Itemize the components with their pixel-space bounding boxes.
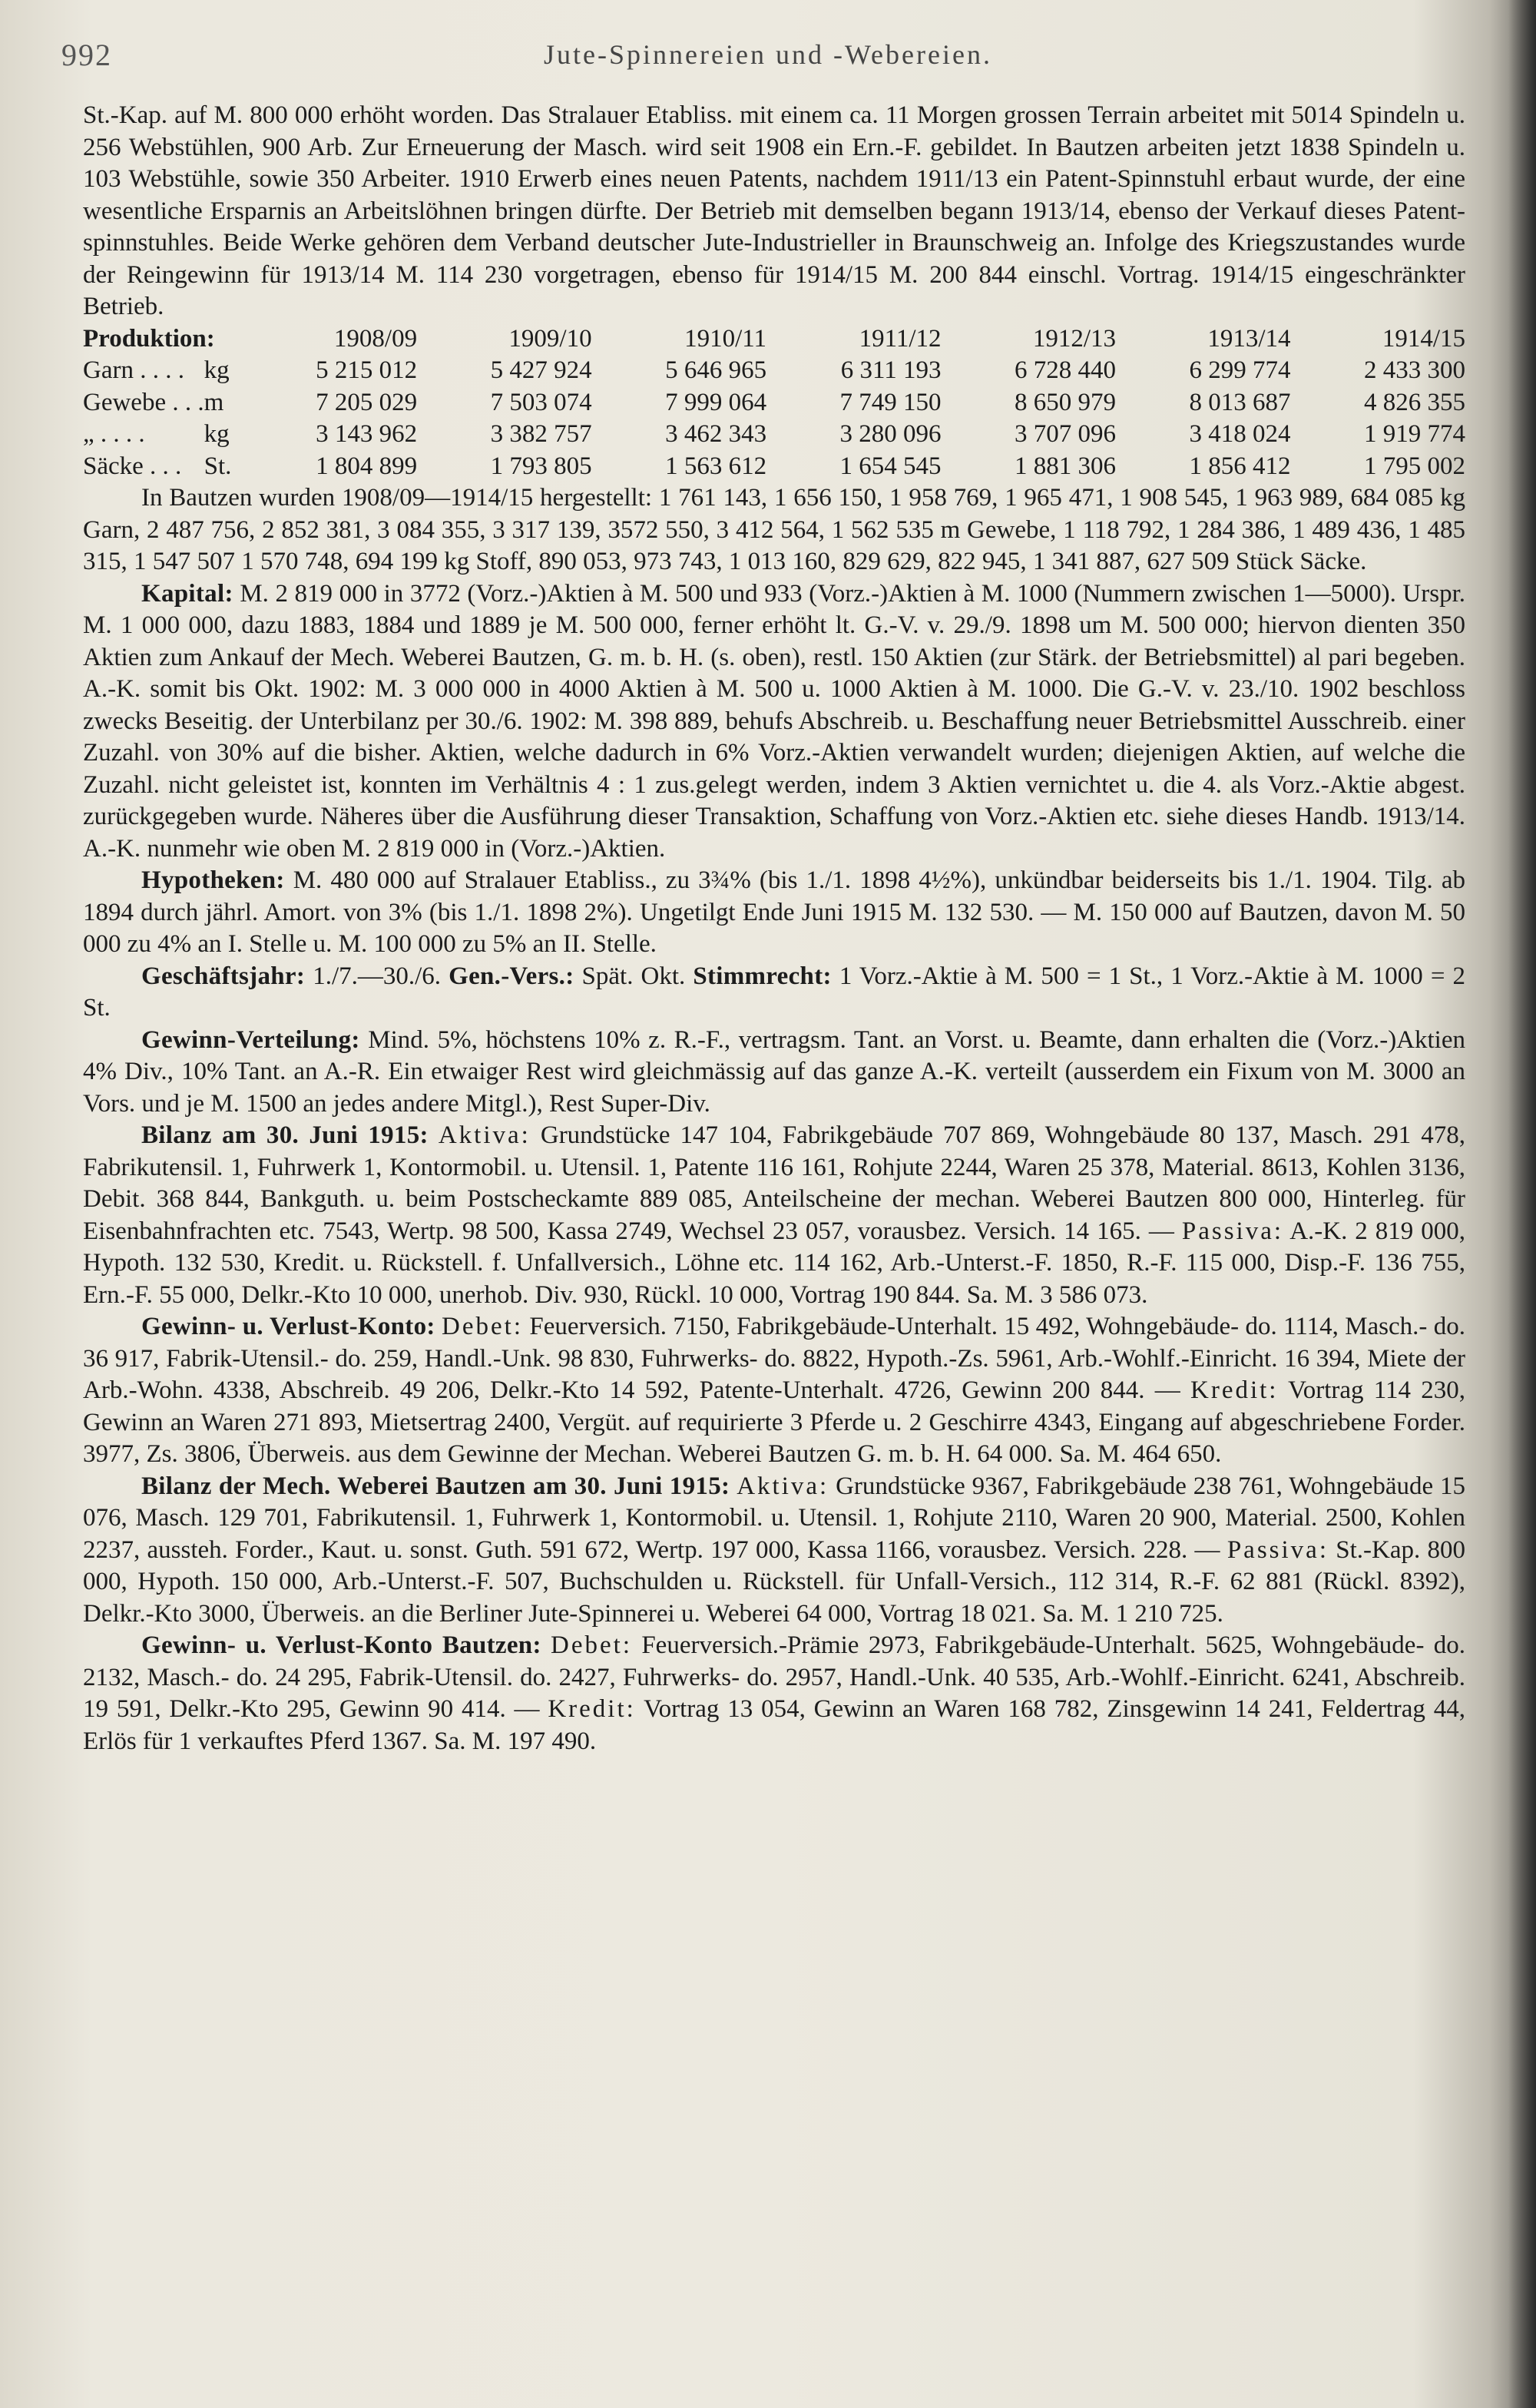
passiva-text: A.-K. 2 819 000, Hypoth. 132 530, Kredit. u. Rückstell. f. Unfallversich., Löhne etc. 114 162, Arb.-Unterst.-F. 1850, R.-F. 115 000, Disp.-F. 136 755, Ern.-F. 55 000, Delkr.-Kto 10 000, unerhob. Div. 930, Rückl. 10 000, Vortrag 190 844. Sa. M. 3 586 073.	[83, 1217, 1466, 1309]
table-cell: 3 382 757	[490, 420, 592, 448]
row-unit: kg	[204, 420, 230, 448]
bilanz-bautzen-paragraph	[83, 1471, 1465, 1631]
table-cell: 5 427 924	[490, 356, 592, 384]
table-cell: 6 299 774	[1189, 356, 1291, 384]
gen-vers-label: Gen.-Vers.:	[449, 962, 574, 990]
aktiva-text: Grundstücke 147 104, Fabrikgebäude 707 869, Wohngebäude 80 137, Masch. 291 478, Fabrikutensil. 1, Fuhrwerk 1, Kontormobil. u. Utensil. 1, Patente 116 161, Rohjute 2244, Waren 25 378, Material. 8613, Kohlen 3136, Debit. 368 844, Bankguth. u. beim Postscheckamte 889 085, Anteilscheine der mechan. Weberei Bautzen 800 000, Hinterleg. für Eisenbahnfrachten etc. 7543, Wertp. 98 500, Kassa 2749, Wechsel 23 057, vorausbez. Versich. 14 165. —	[83, 1121, 1466, 1245]
gewinnverteilung-label: Gewinn-Verteilung:	[141, 1025, 360, 1054]
kredit-label: Kredit:	[548, 1695, 636, 1723]
passiva-label: Passiva:	[1226, 1535, 1329, 1564]
table-cell: 3 418 024	[1189, 420, 1291, 448]
kapital-label: Kapital:	[141, 579, 233, 608]
passiva-text: St.-Kap. 800 000, Hypoth. 150 000, Arb.-Unterst.-F. 507, Buchschulden u. Rückstell. für Unfall-Versich., 112 314, R.-F. 62 881 (Rückl. 8392), Delkr.-Kto 3000, Überweis. an die Berliner Jute-Spinnerei u. Weberei 64 000, Vortrag 18 021. Sa. M. 1 210 725.	[83, 1535, 1466, 1628]
bilanz-paragraph	[83, 1120, 1465, 1311]
hypotheken-paragraph	[83, 865, 1465, 961]
row-unit: kg	[204, 356, 230, 384]
year-header: 1911/12	[859, 324, 942, 353]
row-unit: m	[204, 388, 224, 416]
gewinnverteilung-paragraph	[83, 1025, 1465, 1121]
table-cell: 1 919 774	[1364, 420, 1465, 448]
table-cell: 5 646 965	[665, 356, 767, 384]
bautzen-paragraph: In Bautzen wurden 1908/09—1914/15 hergestellt: 1 761 143, 1 656 150, 1 958 769, 1 965 471, 1 908 545, 1 963 989, 684 085 kg Garn, 2 487 756, 2 852 381, 3 084 355, 3 317 139, 3572 550, 3 412 564, 1 562 535 m Gewebe, 1 118 792, 1 284 386, 1 489 436, 1 485 315, 1 547 507 1 570 748, 694 199 kg Stoff, 890 053, 973 743, 1 013 160, 829 629, 822 945, 1 341 887, 627 509 Stück Säcke.	[83, 484, 1465, 575]
table-cell: 8 650 979	[1015, 388, 1117, 416]
row-unit: St.	[204, 452, 232, 480]
row-label: Garn . . . .	[83, 356, 184, 384]
year-header: 1910/11	[684, 324, 767, 353]
page-header	[46, 31, 1490, 77]
table-row	[83, 355, 1465, 387]
table-cell: 3 707 096	[1015, 420, 1117, 448]
table-cell: 8 013 687	[1189, 388, 1291, 416]
table-cell: 4 826 355	[1364, 388, 1465, 416]
aktiva-label: Aktiva:	[737, 1472, 829, 1500]
table-cell: 6 311 193	[840, 356, 942, 384]
bilanz-bautzen-label: Bilanz der Mech. Weberei Bautzen am 30. Juni 1915:	[141, 1472, 730, 1500]
kapital-text: M. 2 819 000 in 3772 (Vorz.-)Aktien à M. 500 und 933 (Vorz.-)Aktien à M. 1000 (Nummern zwischen 1—5000). Urspr. M. 1 000 000, dazu 1883, 1884 und 1889 je M. 500 000, ferner erhöht lt. G.-V. v. 29./9. 1898 um M. 500 000; hiervon dienten 350 Aktien zum Ankauf der Mech. Weberei Bautzen, G. m. b. H. (s. oben), restl. 150 Aktien (zur Stärk. der Betriebsmittel) al pari begeben. A.-K. somit bis Okt. 1902: M. 3 000 000 in 4000 Aktien à M. 500 u. 1000 Aktien à M. 1000. Die G.-V. v. 23./10. 1902 beschloss zwecks Beseitig. der Unterbilanz per 30./6. 1902: M. 398 889, behufs Abschreib. u. Beschaffung neuer Betriebsmittel Ausschreib. einer Zuzahl. von 30% auf die bisher. Aktien, welche dadurch in 6% Vorz.-Aktien verwandelt wurden; diejenigen Aktien, auf welche die Zuzahl. nicht geleistet ist, konnten im Verhältnis 4 : 1 zus.gelegt werden, indem 3 Aktien vernichtet u. die 4. als Vorz.-Aktie abgest. zurückgegeben wurde. Näheres über die Ausführung dieser Transaktion, Schaffung von Vorz.-Aktien etc. siehe dieses Handb. 1913/14. A.-K. nunmehr wie oben M. 2 819 000 in (Vorz.-)Aktien.	[83, 579, 1465, 863]
production-header-row	[83, 323, 1465, 356]
table-row	[83, 451, 1465, 483]
year-header: 1913/14	[1207, 324, 1291, 353]
debet-text: Feuerversich.-Prämie 2973, Fabrikgebäude-Unterhalt. 5625, Wohngebäude- do. 2132, Masch.- do. 24 295, Fabrik-Utensil. do. 2427, Fuhrwerks- do. 2957, Handl.-Unk. 40 535, Arb.-Wohlf.-Einricht. 6241, Abschreib. 19 591, Delkr.-Kto 295, Gewinn 90 414. —	[83, 1631, 1465, 1723]
gv-konto-paragraph	[83, 1311, 1465, 1471]
debet-label: Debet:	[551, 1631, 633, 1659]
gv-bautzen-label: Gewinn- u. Verlust-Konto Bautzen:	[141, 1631, 541, 1659]
table-cell: 1 654 545	[839, 452, 942, 480]
production-table	[83, 323, 1465, 483]
table-cell: 1 795 002	[1364, 452, 1465, 480]
geschaeftsjahr-label: Geschäftsjahr:	[141, 962, 306, 990]
debet-label: Debet:	[442, 1313, 523, 1340]
table-cell: 7 205 029	[316, 388, 418, 416]
kredit-text: Vortrag 13 054, Gewinn an Waren 168 782, Zinsgewinn 14 241, Feldertrag 44, Erlös für 1 verkauftes Pferd 1367. Sa. M. 197 490.	[83, 1695, 1465, 1755]
table-cell: 7 999 064	[665, 388, 767, 416]
table-cell: 2 433 300	[1364, 356, 1465, 384]
table-cell: 7 503 074	[490, 388, 592, 416]
running-head: Jute-Spinnereien und -Webereien.	[544, 39, 992, 70]
table-cell: 1 856 412	[1189, 452, 1291, 480]
table-cell: 3 280 096	[839, 420, 942, 448]
geschaeftsjahr-text: 1./7.—30./6.	[313, 962, 442, 990]
gewinnverteilung-text: Mind. 5%, höchstens 10% z. R.-F., vertragsm. Tant. an Vorst. u. Beamte, dann erhalten die (Vorz.-)Aktien 4% Div., 10% Tant. an A.-R. Ein etwaiger Rest wird gleichmässig auf das ganze A.-K. verteilt (ausserdem ein Fixum von M. 3000 an Vors. und je M. 1500 an jedes andere Mitgl.), Rest Super-Div.	[83, 1025, 1465, 1118]
table-cell: 1 563 612	[665, 452, 767, 480]
gen-vers-text: Spät. Okt.	[581, 962, 686, 990]
table-cell: 3 143 962	[316, 420, 418, 448]
stimmrecht-label: Stimmrecht:	[693, 962, 832, 990]
gv-bautzen-paragraph	[83, 1630, 1465, 1757]
gv-konto-label: Gewinn- u. Verlust-Konto:	[141, 1313, 435, 1340]
row-label: Säcke . . .	[83, 452, 182, 480]
aktiva-label: Aktiva:	[438, 1121, 531, 1149]
kredit-label: Kredit:	[1190, 1376, 1279, 1404]
passiva-label: Passiva:	[1181, 1217, 1284, 1245]
year-header: 1914/15	[1382, 324, 1465, 353]
kapital-paragraph	[83, 578, 1465, 866]
page-edge-shadow	[1508, 0, 1536, 2408]
aktiva-text: Grundstücke 9367, Fabrikgebäude 238 761, Wohngebäude 15 076, Masch. 129 701, Fabrikutensil. 1, Fuhrwerk 1, Kontormobil. u. Utensil. 1, Rohjute 2110, Waren 20 900, Material. 2500, Kohlen 2237, aussteh. Forder., Kaut. u. sonst. Guth. 591 672, Wertp. 197 000, Kassa 1166, vorausbez. Versich. 228. —	[83, 1472, 1466, 1564]
table-row	[83, 419, 1465, 451]
table-cell: 1 804 899	[316, 452, 418, 480]
hypotheken-text: M. 480 000 auf Stralauer Etabliss., zu 3¾% (bis 1./1. 1898 4½%), unkündbar beiderseits bis 1./1. 1904. Tilg. ab 1894 durch jährl. Amort. von 3% (bis 1./1. 1898 2%). Ungetilgt Ende Juni 1915 M. 132 530. — M. 150 000 auf Bautzen, davon M. 50 000 zu 4% an I. Stelle u. M. 100 000 zu 5% an II. Stelle.	[83, 866, 1466, 958]
debet-text: Feuerversich. 7150, Fabrikgebäude-Unterhalt. 15 492, Wohngebäude- do. 1114, Masch.- do. 36 917, Fabrik-Utensil.- do. 259, Handl.-Unk. 98 830, Fuhrwerks- do. 8822, Hypoth.-Zs. 5961, Arb.-Wohlf.-Einricht. 16 394, Miete der Arb.-Wohn. 4338, Abschreib. 49 206, Delkr.-Kto 14 592, Patente-Unterhalt. 4726, Gewinn 200 844. —	[83, 1313, 1466, 1404]
stimmrecht-text: 1 Vorz.-Aktie à M. 500 = 1 St., 1 Vorz.-Aktie à M. 1000 = 2 St.	[83, 962, 1466, 1022]
table-cell: 1 793 805	[490, 452, 592, 480]
table-cell: 6 728 440	[1015, 356, 1117, 384]
year-header: 1909/10	[508, 324, 592, 353]
row-label: „ . . . .	[83, 420, 145, 448]
geschaeftsjahr-paragraph	[83, 961, 1465, 1025]
year-header: 1912/13	[1032, 324, 1117, 353]
kredit-text: Vortrag 114 230, Gewinn an Waren 271 893, Mietsertrag 2400, Vergüt. auf requirierte 3 Pferde u. 2 Geschirre 4343, Eingang auf abgeschriebene Forder. 3977, Zs. 3806, Überweis. aus dem Gewinne der Mechan. Weberei Bautzen G. m. b. H. 64 000. Sa. M. 464 650.	[83, 1376, 1466, 1468]
row-label: Gewebe . . .	[83, 388, 204, 416]
table-cell: 3 462 343	[665, 420, 767, 448]
production-title: Produktion:	[83, 324, 215, 353]
table-row	[83, 387, 1465, 419]
document-body	[83, 100, 1465, 1757]
hypotheken-label: Hypotheken:	[141, 866, 285, 894]
table-cell: 1 881 306	[1015, 452, 1117, 480]
year-header: 1908/09	[333, 324, 418, 353]
bilanz-label: Bilanz am 30. Juni 1915:	[141, 1121, 429, 1149]
page-number: 992	[61, 38, 112, 72]
table-cell: 5 215 012	[316, 356, 418, 384]
intro-paragraph: St.-Kap. auf M. 800 000 erhöht worden. Das Stralauer Etabliss. mit einem ca. 11 Morgen grossen Terrain arbeitet mit 5014 Spindeln u. 256 Webstühlen, 900 Arb. Zur Erneuerung der Masch. wird seit 1908 ein Ern.-F. gebildet. In Bautzen arbeiten jetzt 1838 Spindeln u. 103 Webstühle, sowie 350 Arbeiter. 1910 Erwerb eines neuen Patents, nachdem 1911/13 ein Patent-Spinnstuhl erbaut wurde, der eine wesentliche Ersparnis an Arbeitslöhnen bringen dürfte. Der Betrieb mit demselben begann 1913/14, ebenso der Verkauf dieses Patent-spinnstuhles. Beide Werke gehören dem Verband deutscher Jute-Industrieller in Braunschweig an. Infolge des Kriegszustandes wurde der Reingewinn für 1913/14 M. 114 230 vorgetragen, ebenso für 1914/15 M. 200 844 einschl. Vortrag. 1914/15 eingeschränkter Betrieb.	[83, 101, 1465, 320]
table-cell: 7 749 150	[839, 388, 942, 416]
